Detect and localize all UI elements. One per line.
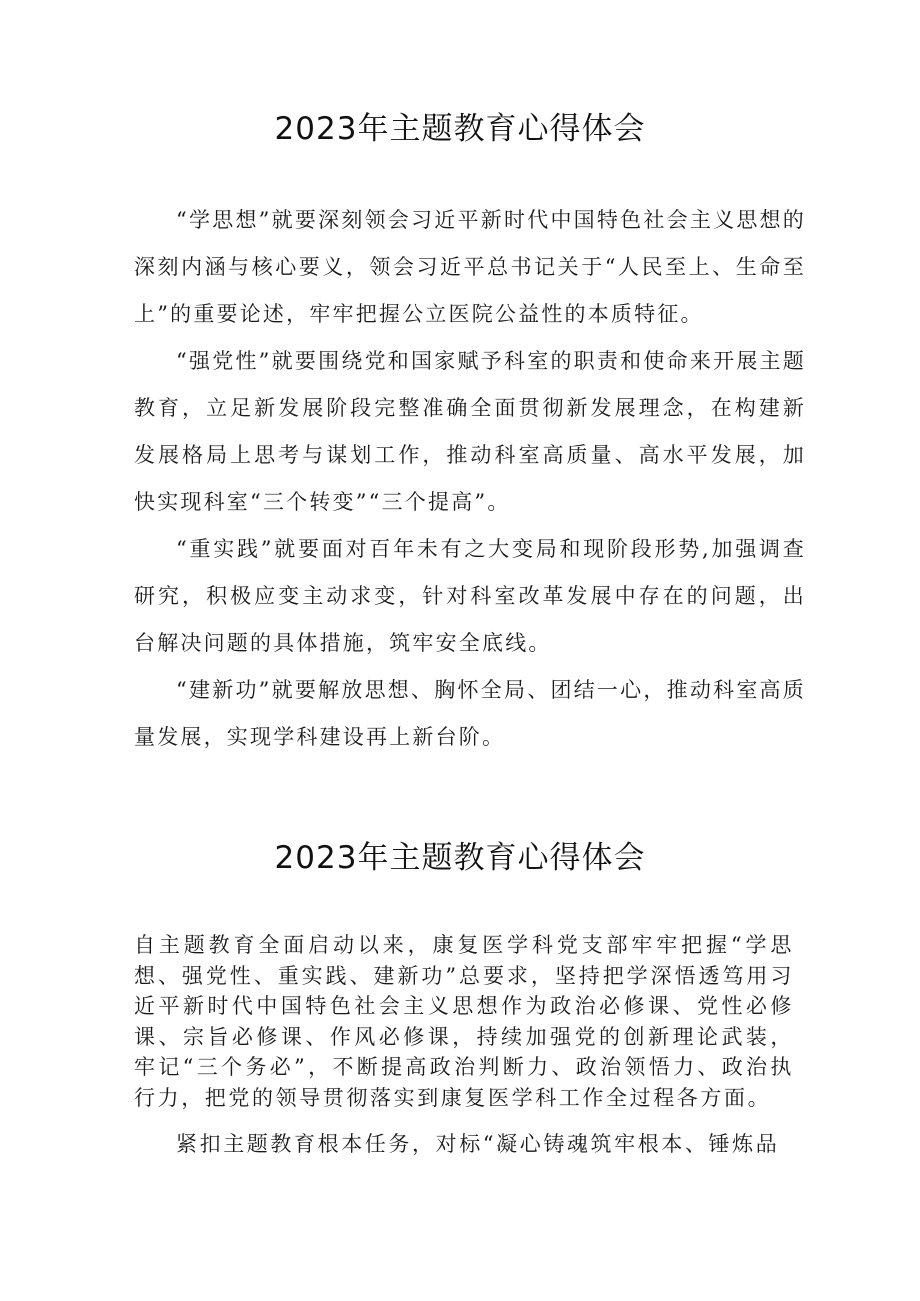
section-2-body bbox=[134, 930, 806, 1160]
paragraph-since-launch: 自主题教育全面启动以来，康复医学科党支部牢牢把握“学思想、强党性、重实践、建新功”总要求，坚持把学深悟透笃用习近平新时代中国特色社会主义思想作为政治必修课、党性必修课、宗旨必修课、作风必修课，持续加强党的创新理论武装，牢记“三个务必”，不断提高政治判断力、政治领悟力、政治执行力，把党的领导贯彻落实到康复医学科工作全过程各方面。 bbox=[134, 933, 794, 1110]
document-title-2: 2023年主题教育心得体会 bbox=[274, 840, 646, 876]
document-title-1: 2023年主题教育心得体会 bbox=[274, 111, 646, 147]
paragraph-build-new-merit: “建新功”就要解放思想、胸怀全局、团结一心，推动科室高质量发展，实现学科建设再上新台阶。 bbox=[134, 678, 806, 749]
paragraph-core-task: 紧扣主题教育根本任务，对标“凝心铸魂筑牢根本、锤炼品 bbox=[176, 1132, 780, 1156]
paragraph-strengthen-party: “强党性”就要围绕党和国家赋予科室的职责和使命来开展主题教育，立足新发展阶段完整准确全面贯彻新发展理念，在构建新发展格局上思考与谋划工作，推动科室高质量、高水平发展，加快实现科室“三个转变”“三个提高”。 bbox=[134, 349, 806, 514]
paragraph-emphasize-practice: “重实践”就要面对百年未有之大变局和现阶段形势,加强调查研究，积极应变主动求变，针对科室改革发展中存在的问题，出台解决问题的具体措施，筑牢安全底线。 bbox=[134, 537, 806, 655]
paragraph-study-thought: “学思想”就要深刻领会习近平新时代中国特色社会主义思想的深刻内涵与核心要义，领会习近平总书记关于“人民至上、生命至上”的重要论述，牢牢把握公立医院公益性的本质特征。 bbox=[134, 208, 806, 326]
section-1-body bbox=[134, 197, 806, 761]
